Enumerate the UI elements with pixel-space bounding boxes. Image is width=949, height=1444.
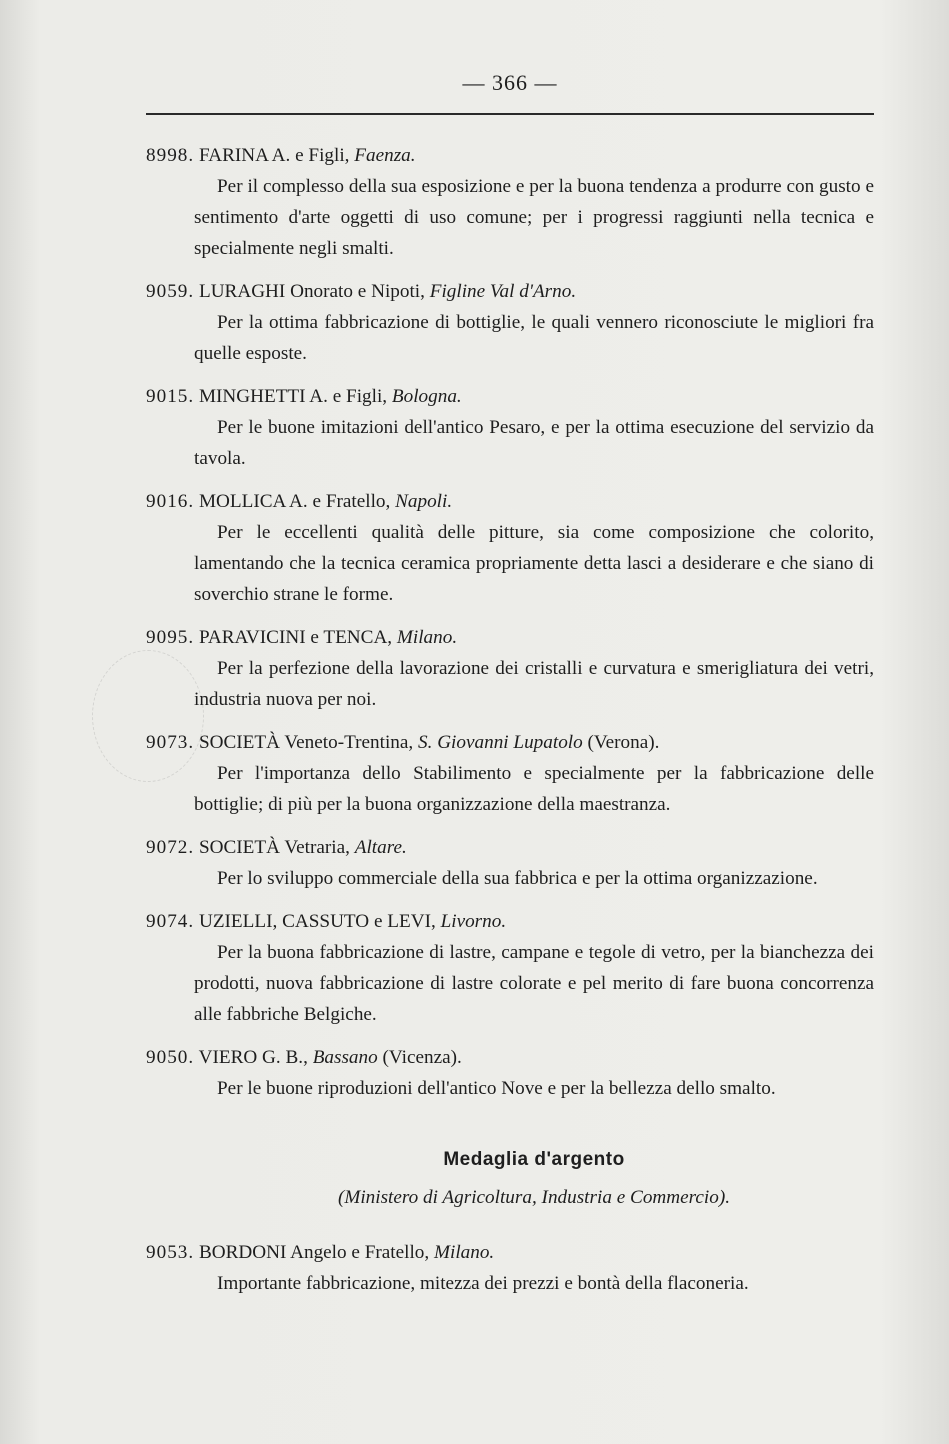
entry-exhibitor-name: PARAVICINI e TENCA, [198,627,393,648]
entry-place: Napoli. [395,491,453,512]
page-number-header: — 366 — [462,70,558,95]
entry-place: Milano. [396,627,458,648]
award-entry [146,1237,874,1299]
award-entry [146,140,874,264]
entry-heading [146,832,874,863]
award-entry [146,727,874,820]
award-entry [146,381,874,474]
entry-motivation: Per le eccellenti qualità delle pitture, sia come composizione che colorito, lamentando che la tecnica ceramica propriamente detta lasci a desiderare e che siano di soverchio strane le forme. [194,522,874,605]
entry-number: 9050. [146,1047,195,1068]
entry-motivation: Per le buone imitazioni dell'antico Pesaro, e per la ottima esecuzione del servizio da tavola. [194,417,874,469]
section-title: Medaglia d'argento [443,1149,625,1170]
entry-place: Figline Val d'Arno. [429,281,577,302]
entry-motivation: Importante fabbricazione, mitezza dei prezzi e bontà della flaconeria. [217,1273,749,1294]
entry-motivation: Per il complesso della sua esposizione e per la buona tendenza a produrre con gusto e sentimento d'arte oggetti di uso comune; per i progressi raggiunti nella tecnica e specialmente negli smalti. [194,176,874,259]
entry-motivation: Per le buone riproduzioni dell'antico Nove e per la bellezza dello smalto. [217,1078,776,1099]
entry-exhibitor-name: VIERO G. B., [198,1047,308,1068]
entry-number: 9072. [146,837,195,858]
entry-heading [146,622,874,653]
award-entries [146,140,874,1104]
main-content [146,140,874,1311]
entry-number: 9015. [146,386,195,407]
award-entries-silver [146,1237,874,1299]
section-subtitle: (Ministero di Agricoltura, Industria e Commercio). [337,1187,731,1208]
entry-number: 9074. [146,911,195,932]
entry-exhibitor-name: FARINA A. e Figli, [198,145,350,166]
entry-place: Bassano [312,1047,378,1068]
entry-heading [146,1042,874,1073]
entry-exhibitor-name: UZIELLI, CASSUTO e LEVI, [198,911,436,932]
entry-heading [146,1237,874,1268]
entry-heading [146,486,874,517]
entry-motivation: Per lo sviluppo commerciale della sua fabbrica e per la ottima organizzazione. [217,868,818,889]
entry-motivation: Per la perfezione della lavorazione dei cristalli e curvatura e smerigliatura dei vetri, industria nuova per noi. [194,658,874,710]
entry-number: 9059. [146,281,195,302]
award-entry [146,832,874,894]
award-entry [146,1042,874,1104]
entry-exhibitor-name: MINGHETTI A. e Figli, [198,386,388,407]
entry-exhibitor-name: BORDONI Angelo e Fratello, [198,1242,430,1263]
entry-heading [146,906,874,937]
entry-place: S. Giovanni Lupatolo [418,732,583,753]
entry-number: 9053. [146,1242,195,1263]
award-entry [146,486,874,610]
entry-heading [146,140,874,171]
entry-exhibitor-name: LURAGHI Onorato e Nipoti, [198,281,425,302]
entry-heading [146,381,874,412]
entry-number: 9095. [146,627,195,648]
award-entry [146,276,874,369]
entry-exhibitor-name: SOCIETÀ Vetraria, [198,837,350,858]
entry-province: (Vicenza). [382,1047,462,1068]
entry-motivation: Per la ottima fabbricazione di bottiglie, le quali vennero riconosciute le migliori fra quelle esposte. [194,312,874,364]
entry-number: 9016. [146,491,195,512]
award-entry [146,622,874,715]
entry-number: 9073. [146,732,195,753]
entry-province: (Verona). [587,732,660,753]
entry-motivation: Per la buona fabbricazione di lastre, campane e tegole di vetro, per la bianchezza dei prodotti, nuova fabbricazione di lastre colorate e pel merito di fare buona concorrenza alle fabbriche Belgiche. [194,942,874,1025]
entry-place: Altare. [354,837,407,858]
award-entry [146,906,874,1030]
entry-place: Milano. [434,1242,495,1263]
entry-exhibitor-name: SOCIETÀ Veneto-Trentina, [198,732,414,753]
header-rule [146,113,874,115]
entry-number: 8998. [146,145,195,166]
entry-place: Faenza. [354,145,416,166]
entry-exhibitor-name: MOLLICA A. e Fratello, [198,491,391,512]
entry-motivation: Per l'importanza dello Stabilimento e specialmente per la fabbricazione delle bottiglie; di più per la buona organizzazione della maestranza. [194,763,874,815]
entry-place: Livorno. [440,911,507,932]
entry-heading [146,276,874,307]
entry-place: Bologna. [391,386,462,407]
entry-heading [146,727,874,758]
